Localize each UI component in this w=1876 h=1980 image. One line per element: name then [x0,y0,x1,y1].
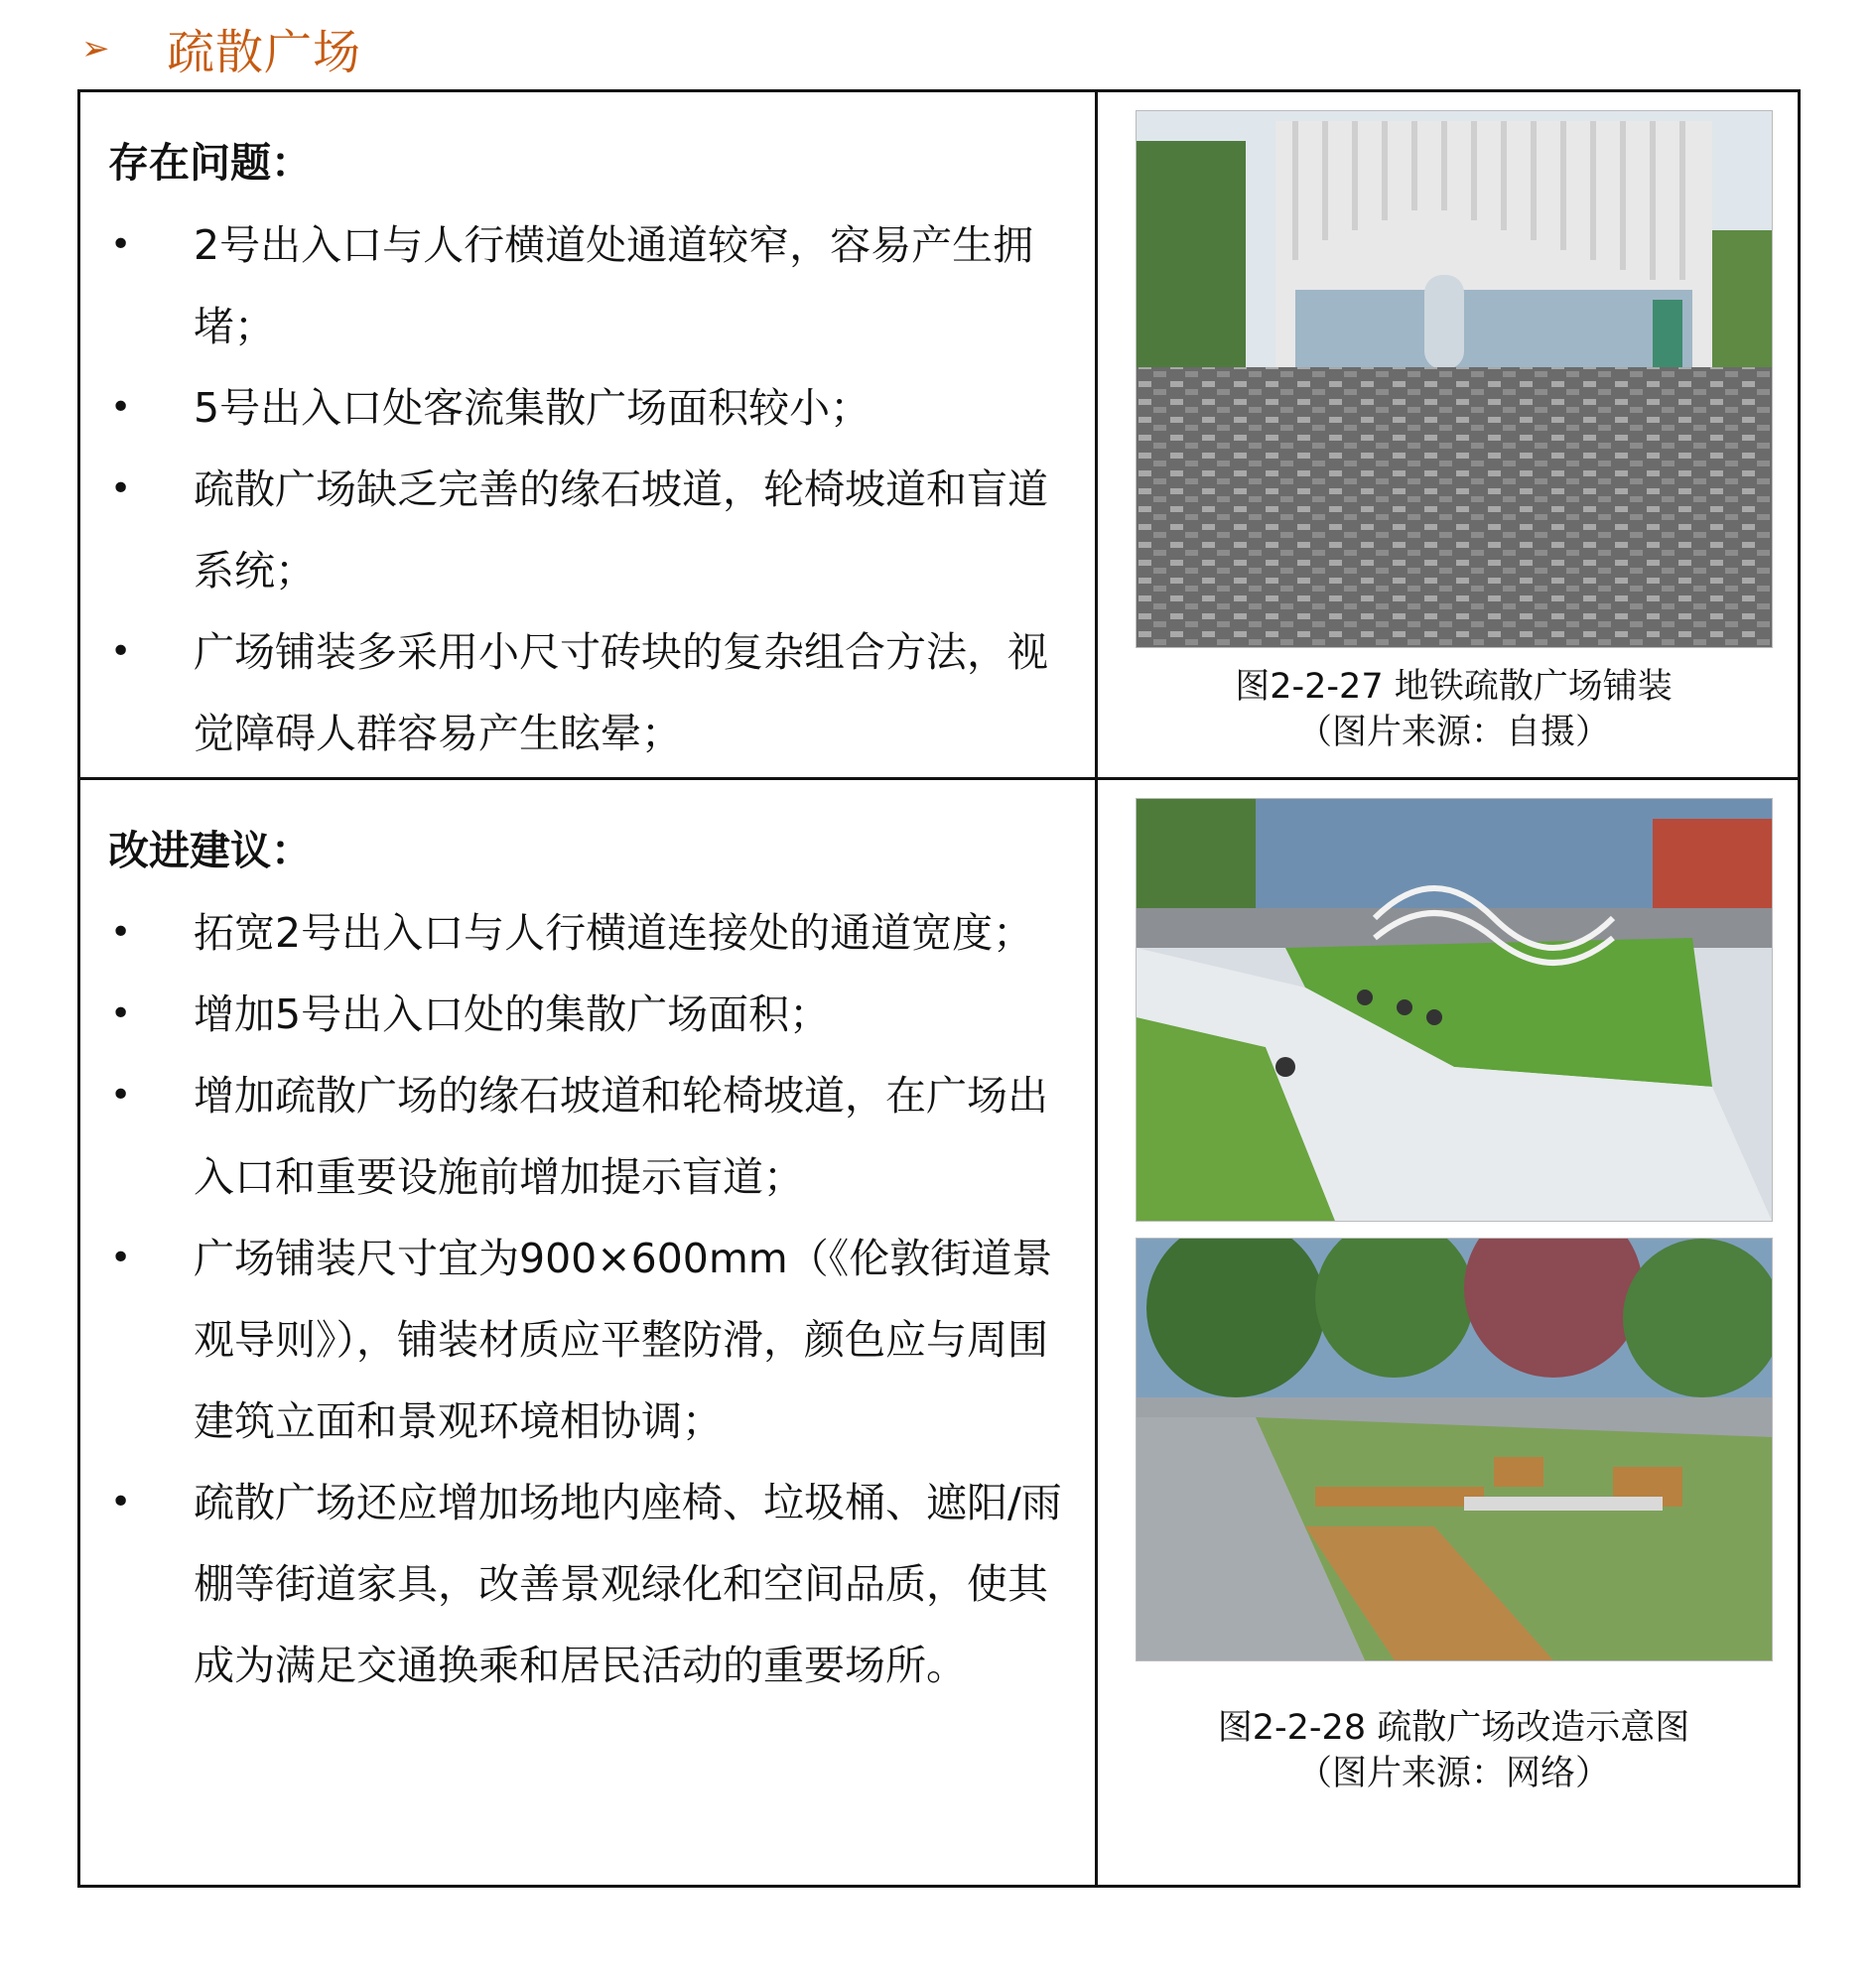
list-item: • 广场铺装多采用小尺寸砖块的复杂组合方法，视觉障碍人群容易产生眩晕； [110,628,1048,757]
suggestions-row [79,779,1800,1887]
list-item: • 疏散广场还应增加场地内座椅、垃圾桶、遮阳/雨棚等街道家具，改善景观绿化和空间品质，使其成为满足交通换乘和居民活动的重要场所。 [110,1479,1062,1689]
suggestions-list [108,892,1083,1706]
problems-cell [79,91,1097,779]
list-item: • 增加5号出入口处的集散广场面积； [110,990,831,1038]
list-item: • 广场铺装尺寸宜为900×600mm（《伦敦街道景观导则》），铺装材质应平整防滑，颜色应与周围建筑立面和景观环境相协调； [110,1235,1053,1445]
paving-plaza-photo [1136,110,1773,648]
figure2-caption: 图2-2-28 疏散广场改造示意图 [1217,1708,1690,1748]
problems-heading: 存在问题： [108,139,312,187]
list-item: • 拓宽2号出入口与人行横道连接处的通道宽度； [110,909,1034,957]
suggestions-heading: 改进建议： [108,827,312,874]
list-item: • 2号出入口与人行横道处通道较窄，容易产生拥堵； [110,221,1034,350]
figure2-source: （图片来源：网络） [1296,1754,1610,1793]
section-heading [81,14,361,82]
list-item: • 增加疏散广场的缘石坡道和轮椅坡道，在广场出入口和重要设施前增加提示盲道； [110,1072,1048,1201]
arrow-bullet-icon: ➢ [81,28,110,68]
problems-row [79,91,1800,779]
list-item: • 5号出入口处客流集散广场面积较小； [110,384,871,432]
plaza-lawn-photo [1136,798,1773,1222]
figure2-cell [1097,779,1800,1887]
figure1-cell [1097,91,1800,779]
problems-list [108,204,1083,774]
list-item: • 疏散广场缺乏完善的缘石坡道，轮椅坡道和盲道系统； [110,465,1048,594]
figure1-caption: 图2-2-27 地铁疏散广场铺装 [1235,667,1673,707]
figure1-source: （图片来源：自摄） [1296,713,1610,752]
suggestions-cell [79,779,1097,1887]
section-title: 疏散广场 [167,25,362,80]
content-table [77,89,1801,1888]
plaza-seating-photo [1136,1238,1773,1661]
